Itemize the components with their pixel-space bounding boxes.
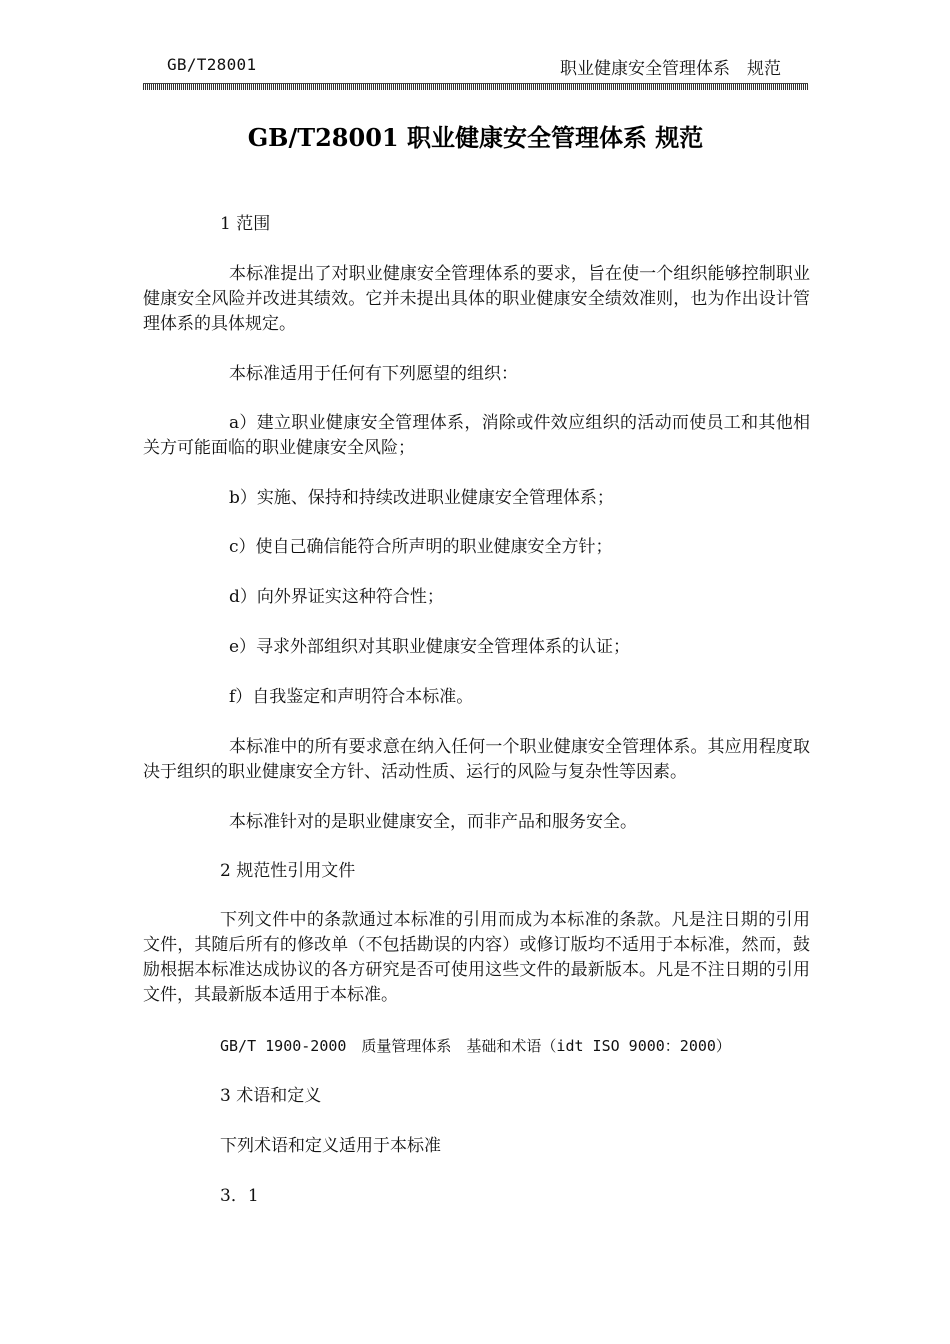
section-1-paragraph-2: 本标准适用于任何有下列愿望的组织：	[229, 364, 518, 384]
normative-reference: GB/T 1900-2000 质量管理体系 基础和术语（idt ISO 9000：2000）	[220, 1037, 731, 1055]
section-1-heading: 1 范围	[220, 214, 271, 234]
header-standard-code: GB/T28001	[167, 55, 257, 74]
list-item-a: a）建立职业健康安全管理体系，消除或件效应组织的活动而使员工和其他相关方可能面临的职业健康安全风险；	[143, 413, 810, 458]
section-2-paragraph-1: 下列文件中的条款通过本标准的引用而成为本标准的条款。凡是注日期的引用文件，其随后所有的修改单（不包括勘误的内容）或修订版均不适用于本标准，然而，鼓励根据本标准达成协议的各方研究是否可使用这些文件的最新版本。凡是不注日期的引用文件，其最新版本适用于本标准。	[143, 910, 810, 1005]
section-1-paragraph-3: 本标准中的所有要求意在纳入任何一个职业健康安全管理体系。其应用程度取决于组织的职业健康安全方针、活动性质、运行的风险与复杂性等因素。	[143, 737, 810, 782]
section-1-paragraph-1: 本标准提出了对职业健康安全管理体系的要求，旨在使一个组织能够控制职业健康安全风险并改进其绩效。它并未提出具体的职业健康安全绩效准则，也为作出设计管理体系的具体规定。	[143, 264, 810, 334]
header-document-title: 职业健康安全管理体系 规范	[560, 59, 781, 79]
document-title: GB/T28001 职业健康安全管理体系 规范	[247, 123, 704, 152]
list-item-d: d）向外界证实这种符合性；	[229, 587, 444, 607]
section-3-heading: 3 术语和定义	[220, 1086, 322, 1106]
section-3-paragraph-1: 下列术语和定义适用于本标准	[220, 1136, 441, 1156]
clause-3-1-number: 3．1	[220, 1186, 259, 1206]
list-item-c: c）使自己确信能符合所声明的职业健康安全方针；	[229, 537, 613, 557]
section-1-paragraph-4: 本标准针对的是职业健康安全，而非产品和服务安全。	[229, 812, 637, 832]
list-item-f: f）自我鉴定和声明符合本标准。	[229, 687, 474, 707]
list-item-e: e）寻求外部组织对其职业健康安全管理体系的认证；	[229, 637, 631, 657]
list-item-b: b）实施、保持和持续改进职业健康安全管理体系；	[229, 488, 614, 508]
header-divider	[143, 83, 808, 90]
section-2-heading: 2 规范性引用文件	[220, 861, 356, 881]
